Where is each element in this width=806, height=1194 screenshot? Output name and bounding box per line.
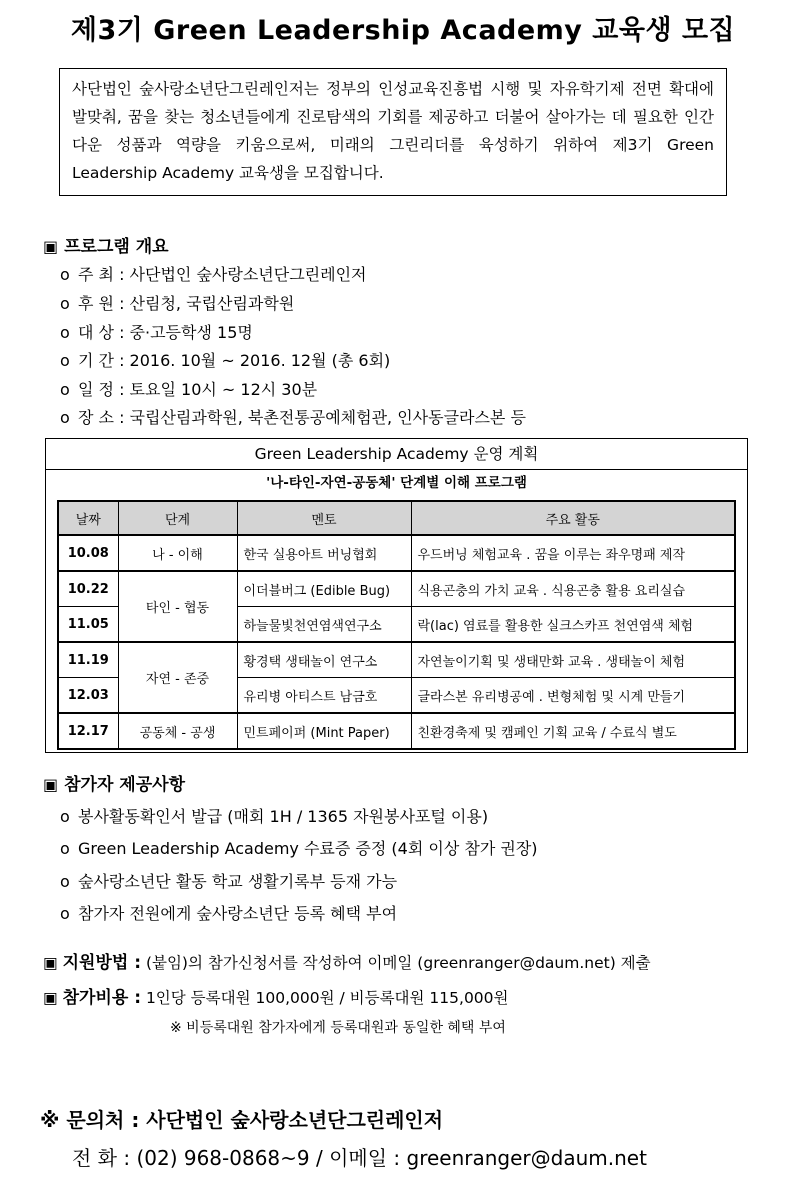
row-date: 12.03: [58, 678, 118, 714]
row-date: 10.22: [58, 571, 118, 607]
list-item: o 봉사활동확인서 발급 (매회 1H / 1365 자원봉사포털 이용): [60, 807, 489, 826]
circle-bullet-icon: o: [60, 380, 70, 399]
list-item: o 장 소 : 국립산림과학원, 북촌전통공예체험관, 인사동글라스본 등: [60, 408, 526, 427]
row-stage: 나 - 이해: [118, 535, 237, 571]
table-row: [58, 713, 735, 749]
fee-label: 참가비용 :: [62, 988, 141, 1008]
circle-bullet-icon: o: [60, 904, 70, 923]
circle-bullet-icon: o: [60, 807, 70, 826]
list-item: o Green Leadership Academy 수료증 증정 (4회 이상 참가 권장): [60, 839, 538, 858]
header-mentor: 멘토: [237, 501, 411, 535]
benefits-heading: [43, 770, 185, 795]
fee-info: [43, 983, 509, 1008]
intro-box: 사단법인 숲사랑소년단그린레인저는 정부의 인성교육진흥법 시행 및 자유학기제 전면 확대에 발맞춰, 꿈을 찾는 청소년들에게 진로탐색의 기회를 제공하고 더불어 살아가는 데 필요한 인간다운 성품과 역량을 키움으로써, 미래의 그린리더를 육성하기 위하여 제3기 Green Leadership Academy 교육생을 모집합니다.: [59, 68, 727, 196]
schedule-table: [57, 500, 736, 750]
square-bullet-icon: ▣: [43, 237, 59, 256]
apply-label: 지원방법 :: [62, 953, 141, 973]
list-item: o 주 최 : 사단법인 숲사랑소년단그린레인저: [60, 265, 367, 284]
list-item: o 일 정 : 토요일 10시 ~ 12시 30분: [60, 380, 318, 399]
row-stage: 타인 - 협동: [118, 571, 237, 642]
circle-bullet-icon: o: [60, 872, 70, 891]
page-title: 제3기 Green Leadership Academy 교육생 모집: [70, 15, 736, 46]
row-mentor: 한국 실용아트 버닝협회: [237, 535, 411, 571]
contact-title: ※ 문의처 : 사단법인 숲사랑소년단그린레인저: [40, 1108, 444, 1132]
row-activity: 우드버닝 체험교육 . 꿈을 이루는 좌우명패 제작: [411, 535, 735, 571]
benefits-heading-text: 참가자 제공사항: [64, 775, 185, 795]
row-stage: 자연 - 존중: [118, 642, 237, 713]
plan-title: Green Leadership Academy 운영 계획: [46, 439, 747, 470]
row-mentor: 하늘물빛천연염색연구소: [237, 607, 411, 643]
contact-phone: 전 화 : (02) 968-0868~9 / 이메일 : greenranger@daum.net: [72, 1146, 647, 1170]
list-item: o 기 간 : 2016. 10월 ~ 2016. 12월 (총 6회): [60, 351, 391, 370]
row-activity: 자연놀이기획 및 생태만화 교육 . 생태놀이 체험: [411, 642, 735, 678]
circle-bullet-icon: o: [60, 839, 70, 858]
row-mentor: 민트페이퍼 (Mint Paper): [237, 713, 411, 749]
circle-bullet-icon: o: [60, 408, 70, 427]
apply-text: (붙임)의 참가신청서를 작성하여 이메일 (greenranger@daum.net) 제출: [145, 954, 651, 972]
overview-heading-text: 프로그램 개요: [64, 237, 169, 257]
list-item: o 참가자 전원에게 숲사랑소년단 등록 혜택 부여: [60, 904, 398, 923]
row-activity: 식용곤충의 가치 교육 . 식용곤충 활용 요리실습: [411, 571, 735, 607]
row-activity: 락(lac) 염료를 활용한 실크스카프 천연염색 체험: [411, 607, 735, 643]
table-row: [58, 642, 735, 678]
circle-bullet-icon: o: [60, 294, 70, 313]
list-item: o 숲사랑소년단 활동 학교 생활기록부 등재 가능: [60, 872, 398, 891]
row-mentor: 황경택 생태놀이 연구소: [237, 642, 411, 678]
overview-heading: [43, 232, 169, 257]
header-stage: 단계: [118, 501, 237, 535]
header-date: 날짜: [58, 501, 118, 535]
row-activity: 친환경축제 및 캠페인 기획 교육 / 수료식 별도: [411, 713, 735, 749]
row-mentor: 유리병 아티스트 남금호: [237, 678, 411, 714]
row-date: 12.17: [58, 713, 118, 749]
row-stage: 공동체 - 공생: [118, 713, 237, 749]
row-date: 11.19: [58, 642, 118, 678]
plan-subtitle: '나-타인-자연-공동체' 단계별 이해 프로그램: [266, 475, 527, 491]
row-date: 10.08: [58, 535, 118, 571]
plan-box: [45, 438, 748, 753]
apply-method: [43, 948, 651, 973]
fee-text: 1인당 등록대원 100,000원 / 비등록대원 115,000원: [145, 989, 509, 1007]
circle-bullet-icon: o: [60, 351, 70, 370]
row-mentor: 이더블버그 (Edible Bug): [237, 571, 411, 607]
list-item: o 대 상 : 중·고등학생 15명: [60, 323, 253, 342]
circle-bullet-icon: o: [60, 265, 70, 284]
circle-bullet-icon: o: [60, 323, 70, 342]
square-bullet-icon: ▣: [43, 989, 58, 1007]
row-date: 11.05: [58, 607, 118, 643]
table-row: [58, 535, 735, 571]
square-bullet-icon: ▣: [43, 775, 59, 794]
row-activity: 글라스본 유리병공예 . 변형체험 및 시계 만들기: [411, 678, 735, 714]
square-bullet-icon: ▣: [43, 954, 58, 972]
fee-note: ※ 비등록대원 참가자에게 등록대원과 동일한 혜택 부여: [170, 1020, 506, 1036]
table-header-row: [58, 501, 735, 535]
list-item: o 후 원 : 산림청, 국립산림과학원: [60, 294, 295, 313]
table-row: [58, 571, 735, 607]
header-activity: 주요 활동: [411, 501, 735, 535]
